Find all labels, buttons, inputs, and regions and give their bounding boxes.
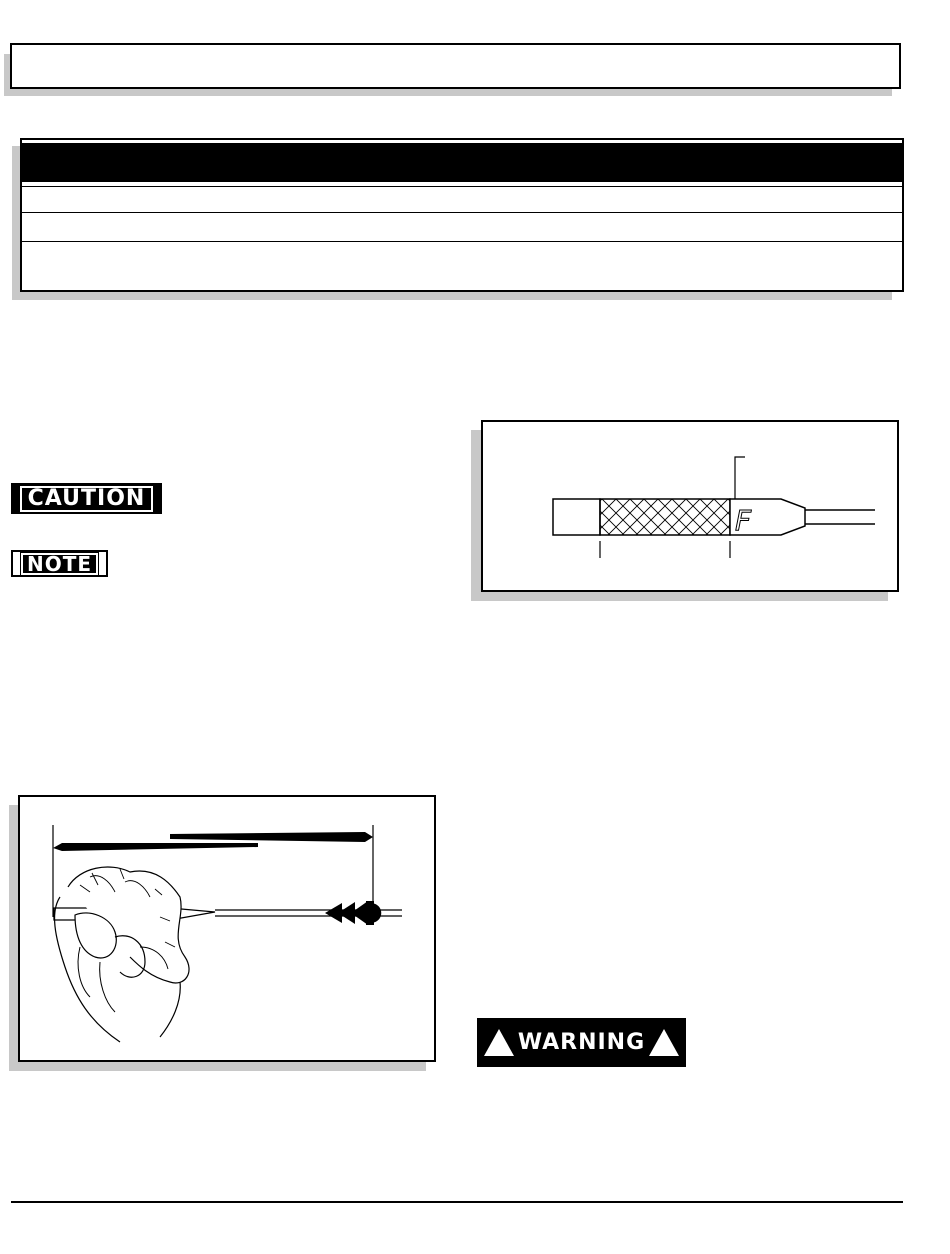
warning-label: WARNING (517, 1030, 646, 1055)
warning-badge (477, 1018, 686, 1067)
table-divider (22, 241, 902, 242)
spec-table-header (22, 143, 902, 182)
dipstick-wiping-illustration (20, 797, 438, 1064)
caution-label: CAUTION (20, 486, 154, 512)
dipstick-crosshatch-zone (600, 499, 730, 535)
wipe-figure (18, 795, 436, 1062)
dipstick-level-illustration (483, 422, 901, 594)
note-label: NOTE (21, 553, 98, 575)
spec-table (20, 138, 904, 292)
full-mark-letter: F (735, 504, 752, 537)
footer-rule (11, 1201, 903, 1203)
title-box (10, 43, 901, 89)
note-badge (11, 550, 108, 577)
table-divider (22, 186, 902, 187)
warning-triangle-icon (484, 1029, 514, 1056)
dipstick-blade-end (553, 499, 600, 535)
table-divider (22, 212, 902, 213)
warning-triangle-icon (649, 1029, 679, 1056)
caution-badge (11, 483, 162, 514)
dipstick-figure (481, 420, 899, 592)
